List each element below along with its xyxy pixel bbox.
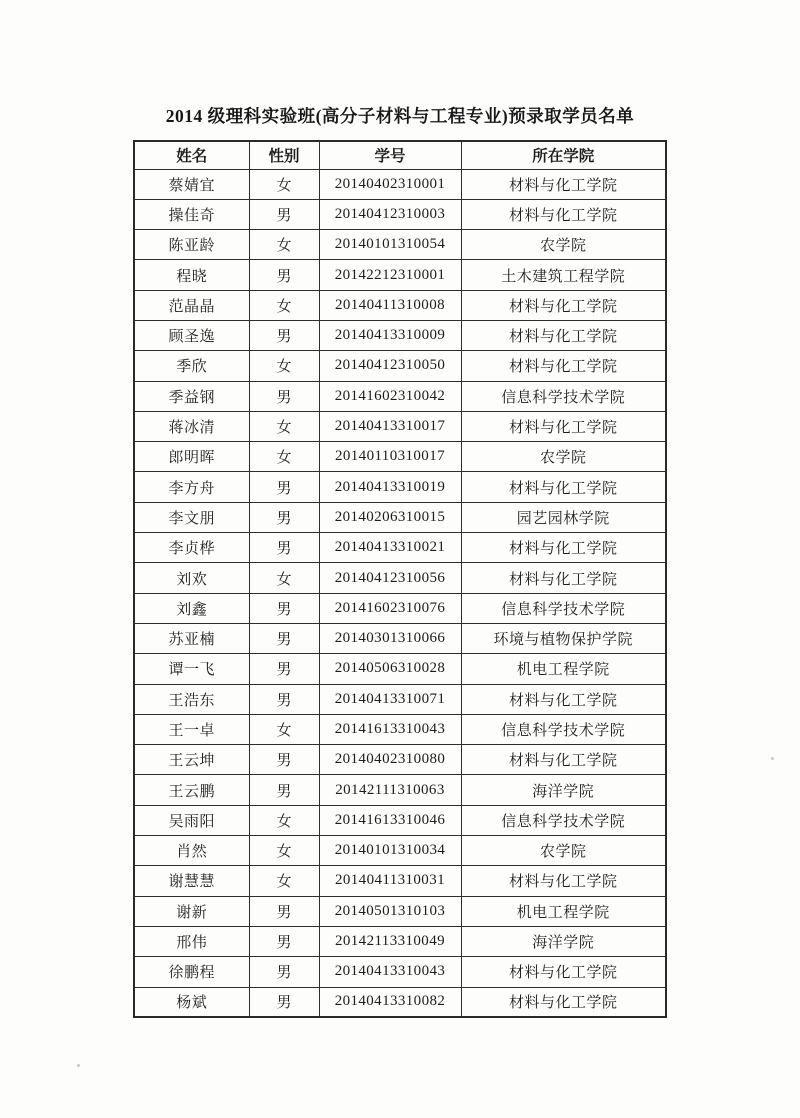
student-name: 邢伟 [134,926,249,956]
student-gender: 女 [249,836,319,866]
column-header-gender: 性别 [249,141,319,169]
student-name: 郎明晖 [134,442,249,472]
student-id: 20140412310050 [319,351,461,381]
student-college: 海洋学院 [461,926,666,956]
student-name: 王云坤 [134,745,249,775]
student-gender: 男 [249,684,319,714]
student-college: 信息科学技术学院 [461,381,666,411]
student-id: 20140402310001 [319,169,461,199]
student-name: 杨斌 [134,987,249,1017]
student-name: 谢慧慧 [134,866,249,896]
student-gender: 男 [249,260,319,290]
student-name: 季益钢 [134,381,249,411]
student-id: 20140402310080 [319,745,461,775]
table-row [134,260,666,290]
student-college: 材料与化工学院 [461,533,666,563]
student-college: 材料与化工学院 [461,320,666,350]
table-row [134,684,666,714]
scan-speck [771,757,774,760]
table-row [134,775,666,805]
student-college: 土木建筑工程学院 [461,260,666,290]
student-college: 材料与化工学院 [461,684,666,714]
student-name: 谢新 [134,896,249,926]
student-college: 农学院 [461,442,666,472]
student-gender: 男 [249,745,319,775]
student-id: 20140413310017 [319,411,461,441]
student-college: 信息科学技术学院 [461,593,666,623]
table-row [134,805,666,835]
student-name: 谭一飞 [134,654,249,684]
table-row [134,987,666,1017]
column-header-name: 姓名 [134,141,249,169]
student-id: 20140110310017 [319,442,461,472]
student-id: 20140101310034 [319,836,461,866]
student-name: 肖然 [134,836,249,866]
table-header-row [134,141,666,169]
table-row [134,714,666,744]
student-id: 20140412310056 [319,563,461,593]
student-college: 农学院 [461,230,666,260]
student-name: 刘鑫 [134,593,249,623]
student-id: 20142113310049 [319,926,461,956]
student-name: 顾圣逸 [134,320,249,350]
student-id: 20140411310031 [319,866,461,896]
student-id: 20140412310003 [319,199,461,229]
student-name: 程晓 [134,260,249,290]
student-roster-table [133,140,667,1018]
table-row [134,563,666,593]
table-row [134,502,666,532]
column-header-student-id: 学号 [319,141,461,169]
student-name: 蒋冰清 [134,411,249,441]
student-id: 20140413310019 [319,472,461,502]
student-college: 材料与化工学院 [461,987,666,1017]
student-gender: 男 [249,533,319,563]
table-row [134,533,666,563]
student-name: 李贞桦 [134,533,249,563]
student-gender: 女 [249,563,319,593]
table-row [134,169,666,199]
student-gender: 女 [249,714,319,744]
table-row [134,381,666,411]
page-title: 2014 级理科实验班(高分子材料与工程专业)预录取学员名单 [165,106,635,126]
student-gender: 女 [249,442,319,472]
student-gender: 男 [249,896,319,926]
student-id: 20140301310066 [319,623,461,653]
table-row [134,199,666,229]
student-college: 材料与化工学院 [461,866,666,896]
student-college: 材料与化工学院 [461,199,666,229]
student-id: 20141613310046 [319,805,461,835]
student-name: 操佳奇 [134,199,249,229]
student-gender: 男 [249,502,319,532]
student-name: 李方舟 [134,472,249,502]
student-college: 材料与化工学院 [461,351,666,381]
student-name: 范晶晶 [134,290,249,320]
student-college: 材料与化工学院 [461,290,666,320]
student-gender: 女 [249,351,319,381]
student-college: 农学院 [461,836,666,866]
student-id: 20141602310076 [319,593,461,623]
student-college: 机电工程学院 [461,654,666,684]
table-row [134,866,666,896]
student-id: 20140413310009 [319,320,461,350]
table-row [134,654,666,684]
table-row [134,351,666,381]
student-gender: 女 [249,411,319,441]
table-row [134,745,666,775]
student-id: 20140501310103 [319,896,461,926]
student-gender: 男 [249,199,319,229]
student-gender: 男 [249,775,319,805]
table-row [134,442,666,472]
student-college: 信息科学技术学院 [461,714,666,744]
scan-speck [77,1064,80,1067]
student-id: 20140101310054 [319,230,461,260]
student-gender: 男 [249,654,319,684]
student-college: 信息科学技术学院 [461,805,666,835]
student-id: 20142212310001 [319,260,461,290]
student-college: 机电工程学院 [461,896,666,926]
student-name: 王浩东 [134,684,249,714]
student-name: 李文朋 [134,502,249,532]
student-gender: 男 [249,320,319,350]
student-id: 20142111310063 [319,775,461,805]
student-gender: 男 [249,926,319,956]
table-row [134,836,666,866]
student-name: 季欣 [134,351,249,381]
student-gender: 男 [249,593,319,623]
student-name: 王一卓 [134,714,249,744]
table-row [134,290,666,320]
table-row [134,896,666,926]
column-header-college: 所在学院 [461,141,666,169]
student-gender: 男 [249,381,319,411]
table-row [134,411,666,441]
student-gender: 女 [249,805,319,835]
student-college: 材料与化工学院 [461,745,666,775]
table-row [134,623,666,653]
student-id: 20140206310015 [319,502,461,532]
student-gender: 男 [249,987,319,1017]
student-college: 园艺园林学院 [461,502,666,532]
student-name: 刘欢 [134,563,249,593]
student-name: 陈亚龄 [134,230,249,260]
student-id: 20140413310071 [319,684,461,714]
student-college: 海洋学院 [461,775,666,805]
student-gender: 女 [249,866,319,896]
student-college: 材料与化工学院 [461,169,666,199]
student-id: 20140413310043 [319,957,461,987]
table-row [134,472,666,502]
student-name: 王云鹏 [134,775,249,805]
student-gender: 女 [249,230,319,260]
student-name: 吴雨阳 [134,805,249,835]
table-row [134,593,666,623]
student-id: 20140506310028 [319,654,461,684]
student-name: 苏亚楠 [134,623,249,653]
student-id: 20140413310021 [319,533,461,563]
student-college: 材料与化工学院 [461,957,666,987]
student-college: 材料与化工学院 [461,472,666,502]
table-row [134,230,666,260]
table-row [134,957,666,987]
student-gender: 男 [249,472,319,502]
student-id: 20141602310042 [319,381,461,411]
student-gender: 女 [249,290,319,320]
table-row [134,926,666,956]
student-gender: 女 [249,169,319,199]
student-id: 20140413310082 [319,987,461,1017]
student-name: 徐鹏程 [134,957,249,987]
table-row [134,320,666,350]
student-college: 材料与化工学院 [461,411,666,441]
student-id: 20140411310008 [319,290,461,320]
student-id: 20141613310043 [319,714,461,744]
student-gender: 男 [249,957,319,987]
student-college: 材料与化工学院 [461,563,666,593]
student-gender: 男 [249,623,319,653]
student-name: 蔡婧宜 [134,169,249,199]
student-college: 环境与植物保护学院 [461,623,666,653]
